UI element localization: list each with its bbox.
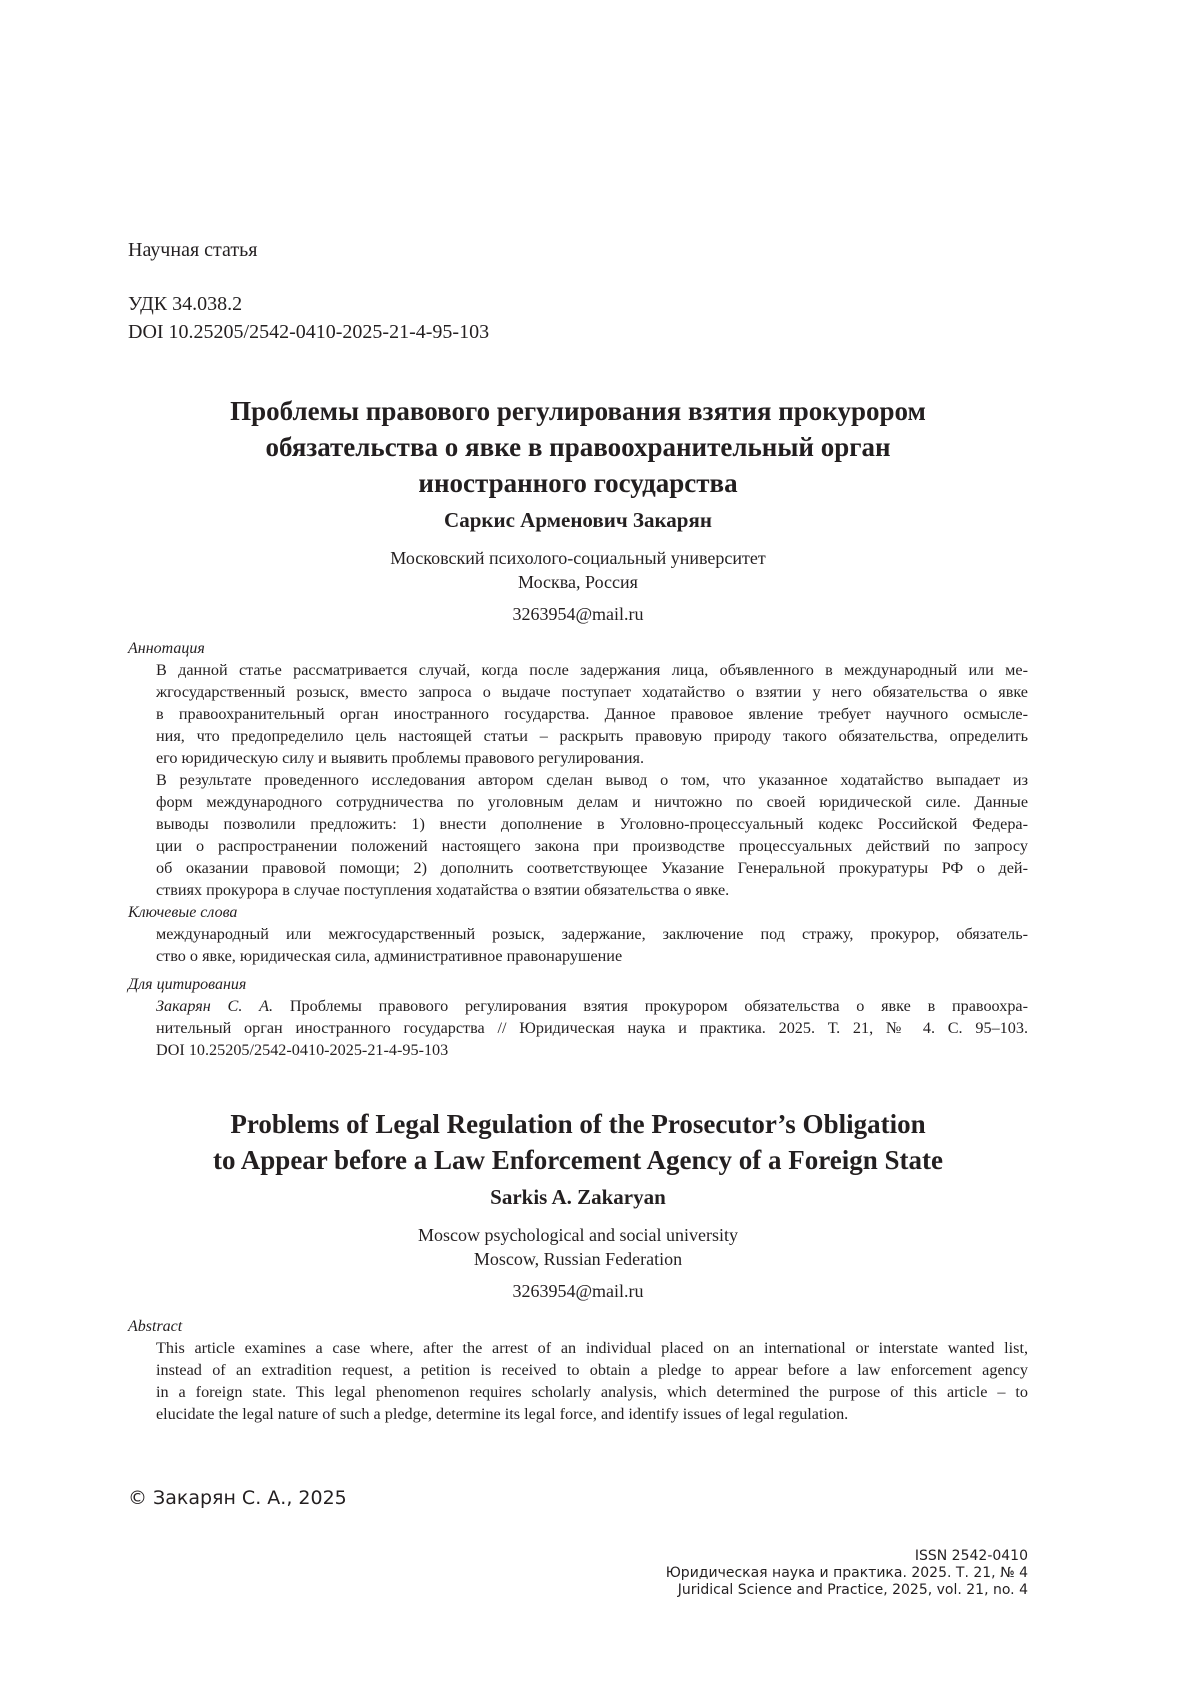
doi-ru: DOI 10.25205/2542-0410-2025-21-4-95-103 <box>128 321 490 343</box>
footer-issn: ISSN 2542-0410 <box>914 1548 1028 1564</box>
ru-keywords <box>156 923 1028 967</box>
text-line: в правоохранительный орган иностранного государства. Данное правовое явление требует научного осмысле- <box>156 705 1028 723</box>
en-abstract <box>156 1337 1028 1425</box>
ru-affiliation: Московский психолого-социальный университет <box>390 548 766 568</box>
en-abstract-label: Abstract <box>128 1318 183 1335</box>
ru-title-line: Проблемы правового регулирования взятия прокурором <box>230 396 926 426</box>
text-line: об оказании правовой помощи; 2) дополнить соответствующее Указание Генеральной прокуратуры РФ о дей- <box>156 859 1028 877</box>
citation-author: Закарян С. А. <box>156 997 274 1015</box>
citation-text: Проблемы правового регулирования взятия прокурором обязательства о явке в правоохра- <box>289 997 1028 1015</box>
ru-title <box>128 393 1028 501</box>
text-line: instead of an extradition request, a petition is received to obtain a pledge to appear before a law enforcement agency <box>156 1361 1028 1379</box>
text-line: его юридическую силу и выявить проблемы правового регулирования. <box>156 749 644 767</box>
ru-citation <box>156 995 1028 1061</box>
footer-journal-en: Juridical Science and Practice, 2025, vol. 21, no. 4 <box>677 1582 1028 1598</box>
ru-keywords-label: Ключевые слова <box>128 904 238 921</box>
text-line: нительный орган иностранного государства // Юридическая наука и практика. 2025. Т. 21, № 4. С. 95–103. <box>156 1019 1028 1037</box>
article-type: Научная статья <box>128 239 258 261</box>
udc-code: УДК 34.038.2 <box>128 293 243 315</box>
ru-abstract-label: Аннотация <box>128 640 205 657</box>
en-title-line: Problems of Legal Regulation of the Prosecutor’s Obligation <box>230 1109 926 1139</box>
copyright: © Закарян С. А., 2025 <box>128 1487 347 1509</box>
ru-citation-label: Для цитирования <box>128 976 247 993</box>
en-title-line: to Appear before a Law Enforcement Agency of a Foreign State <box>213 1145 943 1175</box>
text-line: форм международного сотрудничества по уголовным делам и ничтожно по своей юридической силе. Данные <box>156 793 1028 811</box>
text-line <box>156 995 1028 1017</box>
en-location: Moscow, Russian Federation <box>473 1249 683 1269</box>
text-line: ствиях прокурора в случае поступления ходатайства о взятии обязательства о явке. <box>156 881 730 899</box>
text-line: В результате проведенного исследования автором сделан вывод о том, что указанное ходатайство выпадает из <box>156 771 1028 789</box>
ru-abstract-p2 <box>156 769 1028 901</box>
en-title <box>128 1106 1028 1178</box>
text-line: В данной статье рассматривается случай, когда после задержания лица, объявленного в международный или ме- <box>156 661 1028 679</box>
text-line: ния, что предопределило цель настоящей статьи – раскрыть правовую природу такого обязательства, определить <box>156 727 1028 745</box>
text-line: DOI 10.25205/2542-0410-2025-21-4-95-103 <box>156 1041 449 1059</box>
text-line: международный или межгосударственный розыск, задержание, заключение под стражу, прокурор, обязатель- <box>156 925 1028 943</box>
ru-abstract-p1 <box>156 659 1028 769</box>
ru-email: 3263954@mail.ru <box>512 604 644 624</box>
text-line: ство о явке, юридическая сила, административное правонарушение <box>156 947 623 965</box>
en-author: Sarkis A. Zakaryan <box>490 1185 666 1209</box>
text-line: elucidate the legal nature of such a pledge, determine its legal force, and identify issues of legal regulation. <box>156 1405 849 1423</box>
ru-location: Москва, Россия <box>518 572 638 592</box>
ru-title-line: иностранного государства <box>418 468 738 498</box>
text-line: This article examines a case where, after the arrest of an individual placed on an international or interstate wanted list, <box>156 1339 1028 1357</box>
en-email: 3263954@mail.ru <box>512 1281 644 1301</box>
text-line: выводы позволили предложить: 1) внести дополнение в Уголовно-процессуальный кодекс Российской Федера- <box>156 815 1028 833</box>
text-line: жгосударственный розыск, вместо запроса о выдаче поступает ходатайство о взятии у него обязательства о явке <box>156 683 1028 701</box>
text-line: in a foreign state. This legal phenomenon requires scholarly analysis, which determined the purpose of this article – to <box>156 1383 1028 1401</box>
footer-journal-ru: Юридическая наука и практика. 2025. Т. 21, № 4 <box>665 1565 1028 1581</box>
ru-title-line: обязательства о явке в правоохранительный орган <box>265 432 891 462</box>
en-affiliation: Moscow psychological and social university <box>418 1225 738 1245</box>
journal-footer <box>666 1548 1028 1599</box>
ru-author: Саркис Арменович Закарян <box>444 508 712 532</box>
text-line: ции о распространении положений настоящего закона при производстве процессуальных действий по запросу <box>156 837 1028 855</box>
